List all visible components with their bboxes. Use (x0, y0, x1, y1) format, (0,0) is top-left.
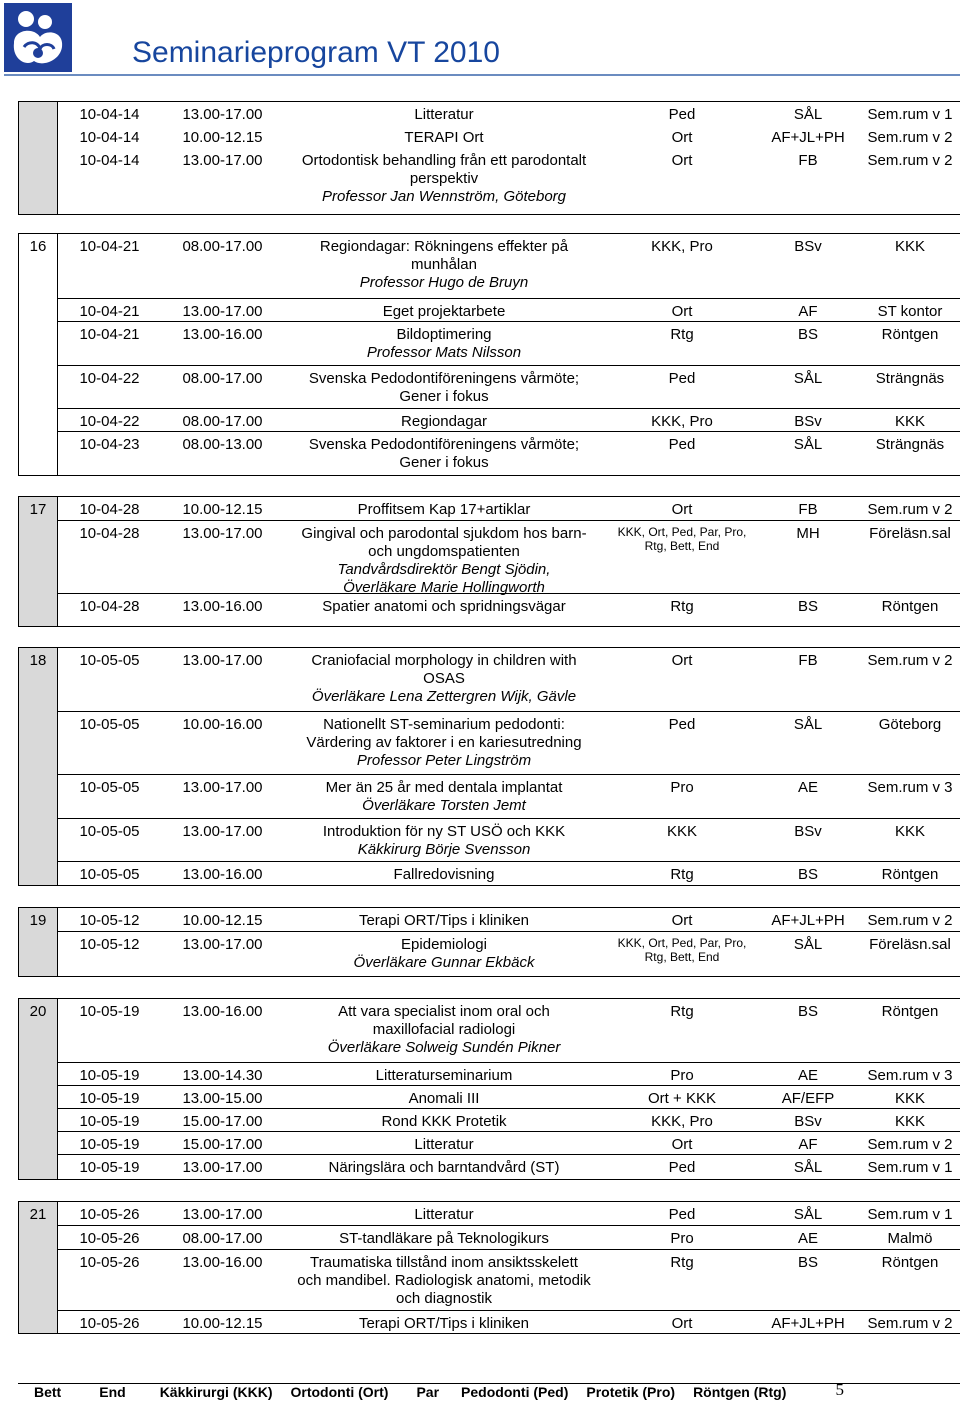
week-number: 20 (19, 999, 57, 1179)
title-line: perspektiv (409, 170, 479, 187)
session-responsible: AF (798, 1136, 818, 1153)
week-block (18, 647, 960, 886)
session-row (58, 861, 960, 883)
session-date: 10-04-21 (79, 326, 140, 343)
session-location: Sem.rum v 3 (867, 1067, 953, 1084)
session-time: 13.00-17.00 (182, 936, 263, 953)
session-row (58, 1085, 960, 1107)
session-time: 13.00-17.00 (182, 106, 263, 123)
session-location: Strängnäs (875, 436, 945, 453)
session-title (280, 1113, 608, 1131)
session-location: Sem.rum v 2 (867, 129, 953, 146)
session-location: Röntgen (881, 866, 939, 883)
page-number: 5 (835, 1380, 844, 1399)
session-date: 10-05-05 (79, 866, 140, 883)
session-location: Sem.rum v 2 (867, 1136, 953, 1153)
session-date: 10-05-05 (79, 716, 140, 733)
session-time: 15.00-17.00 (182, 1113, 263, 1130)
session-department: Ped (668, 370, 696, 387)
session-title (280, 501, 608, 519)
session-date: 10-05-05 (79, 779, 140, 796)
session-responsible: FB (798, 652, 818, 669)
title-line: OSAS (423, 670, 465, 687)
logo (4, 3, 72, 72)
session-title (280, 413, 608, 431)
session-date: 10-05-19 (79, 1090, 140, 1107)
title-line: Rond KKK Protetik (381, 1113, 507, 1130)
session-location: Sem.rum v 1 (867, 1159, 953, 1176)
title-line: Introduktion för ny ST USÖ och KKK (322, 823, 566, 840)
week-sessions (57, 497, 960, 626)
session-time: 10.00-12.15 (182, 501, 263, 518)
session-location: Strängnäs (875, 370, 945, 387)
week-sessions (57, 1202, 960, 1333)
title-line: Terapi ORT/Tips i kliniken (358, 1315, 530, 1332)
title-line: Litteratur (414, 106, 474, 123)
session-date: 10-04-14 (79, 129, 140, 146)
session-title (280, 129, 608, 147)
week-block (18, 998, 960, 1180)
title-line: Litteratur (414, 1206, 474, 1223)
session-row (58, 321, 960, 361)
session-responsible: AF+JL+PH (771, 912, 845, 929)
title-line: Terapi ORT/Tips i kliniken (358, 912, 530, 929)
session-row (58, 1225, 960, 1247)
session-department: Pro (670, 1230, 694, 1247)
session-row (58, 711, 960, 769)
session-title (280, 1230, 608, 1248)
session-time: 13.00-17.00 (182, 1206, 263, 1223)
session-row (58, 408, 960, 430)
title-line: Näringslära och barntandvård (ST) (328, 1159, 560, 1176)
session-row (58, 1062, 960, 1084)
week-sessions (57, 999, 960, 1179)
session-location: Göteborg (878, 716, 942, 733)
session-date: 10-05-26 (79, 1315, 140, 1332)
session-date: 10-04-21 (79, 303, 140, 320)
week-sessions (57, 234, 960, 475)
session-title (280, 1136, 608, 1154)
session-title (280, 238, 608, 292)
title-line: Anomali III (408, 1090, 480, 1107)
session-location: Sem.rum v 1 (867, 1206, 953, 1223)
session-responsible: FB (798, 501, 818, 518)
session-title (280, 303, 608, 321)
title-line: Craniofacial morphology in children with (311, 652, 577, 669)
session-date: 10-04-28 (79, 598, 140, 615)
title-line: och diagnostik (396, 1290, 492, 1307)
title-line: ST-tandläkare på Teknologikurs (339, 1230, 549, 1247)
session-time: 10.00-12.15 (182, 129, 263, 146)
session-time: 13.00-17.00 (182, 1159, 263, 1176)
title-line: Nationellt ST-seminarium pedodonti: (323, 716, 565, 733)
session-department: Ort (671, 129, 693, 146)
session-title (280, 936, 608, 972)
session-responsible: SÅL (793, 716, 823, 733)
session-date: 10-05-05 (79, 823, 140, 840)
week-sessions (57, 102, 960, 214)
title-line: Proffitsem Kap 17+artiklar (357, 501, 531, 518)
session-time: 13.00-17.00 (182, 823, 263, 840)
session-title (280, 1003, 608, 1057)
session-row (58, 1108, 960, 1130)
speaker: Överläkare Gunnar Ekbäck (353, 954, 535, 971)
session-department: Ort (671, 303, 693, 320)
session-responsible: BSv (794, 1113, 822, 1130)
legend-item: End (99, 1384, 126, 1400)
title-line: Bildoptimering (396, 326, 492, 343)
title-line: Gener i fokus (399, 388, 489, 405)
title-line: Eget projektarbete (382, 303, 506, 320)
session-date: 10-04-22 (79, 370, 140, 387)
session-location: Röntgen (881, 1003, 939, 1020)
session-department: Ped (668, 1206, 696, 1223)
session-responsible: SÅL (793, 936, 823, 953)
speaker: Professor Mats Nilsson (366, 344, 522, 361)
week-block (18, 233, 960, 476)
session-title (280, 866, 608, 884)
session-department: Ped (668, 716, 696, 733)
session-responsible: SÅL (793, 1159, 823, 1176)
session-location: KKK (894, 238, 925, 255)
session-date: 10-05-26 (79, 1206, 140, 1223)
page-title: Seminarieprogram VT 2010 (132, 36, 500, 69)
speaker: Professor Jan Wennström, Göteborg (322, 188, 566, 205)
session-location: Sem.rum v 2 (867, 1315, 953, 1332)
title-line: Regiondagar (401, 413, 487, 430)
session-time: 13.00-16.00 (182, 326, 263, 343)
session-title (280, 106, 608, 124)
session-time: 10.00-12.15 (182, 912, 263, 929)
title-line: Spatier anatomi och spridningsvägar (322, 598, 566, 615)
speaker: Överläkare Lena Zettergren Wijk, Gävle (311, 688, 577, 705)
session-title (280, 779, 608, 815)
session-location: Malmö (887, 1230, 933, 1247)
speaker: Tandvårdsdirektör Bengt Sjödin, (337, 561, 551, 578)
session-department: KKK, Pro (651, 1113, 713, 1130)
session-row (58, 774, 960, 814)
session-date: 10-04-28 (79, 501, 140, 518)
session-date: 10-05-19 (79, 1159, 140, 1176)
week-block (18, 1201, 960, 1334)
speaker: Överläkare Solweig Sundén Pikner (327, 1039, 561, 1056)
session-location: Föreläsn.sal (869, 525, 951, 542)
session-row (58, 520, 960, 596)
session-title (280, 1254, 608, 1308)
session-date: 10-05-19 (79, 1067, 140, 1084)
session-responsible: BS (797, 326, 818, 343)
session-time: 13.00-16.00 (182, 1003, 263, 1020)
session-responsible: SÅL (793, 1206, 823, 1223)
session-department: Ort + KKK (648, 1090, 716, 1107)
session-location: KKK (894, 1090, 925, 1107)
session-row (58, 818, 960, 858)
session-date: 10-05-26 (79, 1254, 140, 1271)
session-department: KKK, Pro (651, 413, 713, 430)
session-date: 10-05-26 (79, 1230, 140, 1247)
session-location: Sem.rum v 3 (867, 779, 953, 796)
session-time: 13.00-17.00 (182, 525, 263, 542)
session-date: 10-05-05 (79, 652, 140, 669)
title-line: Regiondagar: Rökningens effekter på (319, 238, 569, 255)
session-location: Röntgen (881, 326, 939, 343)
session-responsible: FB (798, 152, 818, 169)
session-department: KKK, Pro (651, 238, 713, 255)
session-title (280, 716, 608, 770)
session-row (58, 1131, 960, 1153)
session-date: 10-04-23 (79, 436, 140, 453)
session-department: Rtg (670, 866, 694, 883)
session-time: 13.00-17.00 (182, 303, 263, 320)
title-line: Litteratur (414, 1136, 474, 1153)
session-title (280, 823, 608, 859)
session-department: Ped (668, 1159, 696, 1176)
session-row (58, 593, 960, 615)
session-department: KKK (666, 823, 697, 840)
session-department: Ort (671, 1315, 693, 1332)
session-date: 10-05-19 (79, 1113, 140, 1130)
legend-item: Par (416, 1384, 440, 1400)
session-location: Sem.rum v 2 (867, 912, 953, 929)
session-responsible: BSv (794, 238, 822, 255)
title-line: Svenska Pedodontiföreningens vårmöte; (308, 436, 580, 453)
title-line: munhålan (411, 256, 477, 273)
session-date: 10-04-22 (79, 413, 140, 430)
title-line: och mandibel. Radiologisk anatomi, metodik (297, 1272, 591, 1289)
session-department: Ort (671, 912, 693, 929)
session-time: 08.00-17.00 (182, 1230, 263, 1247)
title-line: Fallredovisning (393, 866, 495, 883)
session-responsible: AF (798, 303, 818, 320)
header-rule (4, 74, 960, 76)
session-time: 15.00-17.00 (182, 1136, 263, 1153)
legend-item: Pedodonti (Ped) (461, 1384, 569, 1400)
title-line: Att vara specialist inom oral och (338, 1003, 550, 1020)
session-time: 08.00-17.00 (182, 413, 263, 430)
title-line: Traumatiska tillstånd inom ansiktsskelett (310, 1254, 578, 1271)
legend-item: Ortodonti (Ort) (290, 1384, 389, 1400)
session-department: Rtg (670, 1254, 694, 1271)
session-responsible: BS (797, 1254, 818, 1271)
session-department: Rtg (670, 326, 694, 343)
title-line: Epidemiologi (401, 936, 487, 953)
session-row (58, 298, 960, 320)
week-number: 19 (19, 908, 57, 976)
session-date: 10-04-14 (79, 152, 140, 169)
session-responsible: AF/EFP (781, 1090, 835, 1107)
legend-item: Käkkirurgi (KKK) (159, 1384, 273, 1400)
session-title (280, 436, 608, 472)
session-responsible: SÅL (793, 370, 823, 387)
session-location: Föreläsn.sal (869, 936, 951, 953)
week-number: 18 (19, 648, 57, 885)
session-time: 10.00-16.00 (182, 716, 263, 733)
session-time: 13.00-17.00 (182, 779, 263, 796)
session-location: Sem.rum v 2 (867, 501, 953, 518)
session-title (280, 1206, 608, 1224)
session-department: Rtg (670, 1003, 694, 1020)
session-location: Sem.rum v 2 (867, 652, 953, 669)
legend-item: Bett (34, 1384, 62, 1400)
session-location: Röntgen (881, 598, 939, 615)
legend-item: Protetik (Pro) (586, 1384, 676, 1400)
session-department: Ort (671, 1136, 693, 1153)
session-time: 13.00-16.00 (182, 866, 263, 883)
session-time: 08.00-13.00 (182, 436, 263, 453)
session-title (280, 652, 608, 706)
session-department: Ped (668, 436, 696, 453)
session-department: Ort (671, 152, 693, 169)
session-responsible: AE (797, 1230, 818, 1247)
session-responsible: BS (797, 1003, 818, 1020)
week-number (19, 102, 57, 214)
week-number: 21 (19, 1202, 57, 1333)
title-line: Mer än 25 år med dentala implantat (325, 779, 563, 796)
session-location: Röntgen (881, 1254, 939, 1271)
session-time: 08.00-17.00 (182, 238, 263, 255)
session-title (280, 525, 608, 597)
session-responsible: AF+JL+PH (771, 129, 845, 146)
session-responsible: MH (796, 525, 820, 542)
title-line: och ungdomspatienten (368, 543, 520, 560)
title-line: Ortodontisk behandling från ett parodontalt (301, 152, 587, 169)
speaker: Överläkare Torsten Jemt (362, 797, 526, 814)
speaker: Överläkare Marie Hollingworth (343, 579, 545, 596)
session-time: 08.00-17.00 (182, 370, 263, 387)
session-time: 13.00-16.00 (182, 1254, 263, 1271)
session-date: 10-05-19 (79, 1003, 140, 1020)
session-time: 13.00-17.00 (182, 152, 263, 169)
title-line: TERAPI Ort (404, 129, 484, 146)
speaker: Professor Peter Lingström (356, 752, 532, 769)
session-responsible: BSv (794, 823, 822, 840)
session-department: KKK, Ort, Ped, Par, Pro, Rtg, Bett, End (617, 525, 747, 553)
title-line: Värdering av faktorer i en kariesutredning (306, 734, 582, 751)
session-responsible: AF+JL+PH (771, 1315, 845, 1332)
session-date: 10-04-14 (79, 106, 140, 123)
session-date: 10-05-12 (79, 912, 140, 929)
session-responsible: SÅL (793, 106, 823, 123)
session-department: KKK, Ort, Ped, Par, Pro, Rtg, Bett, End (617, 936, 747, 964)
title-line: Litteraturseminarium (375, 1067, 513, 1084)
session-row (58, 431, 960, 471)
session-department: Ort (671, 501, 693, 518)
session-responsible: BS (797, 866, 818, 883)
legend (18, 1383, 960, 1401)
session-location: KKK (894, 823, 925, 840)
session-responsible: BSv (794, 413, 822, 430)
week-block (18, 101, 960, 215)
legend-item: Röntgen (Rtg) (693, 1384, 787, 1400)
week-sessions (57, 908, 960, 976)
week-block (18, 907, 960, 977)
title-line: Svenska Pedodontiföreningens vårmöte; (308, 370, 580, 387)
session-title (280, 326, 608, 362)
session-time: 13.00-17.00 (182, 652, 263, 669)
session-title (280, 1159, 608, 1177)
session-title (280, 912, 608, 930)
session-responsible: BS (797, 598, 818, 615)
session-row (58, 1310, 960, 1332)
logo-emblem-icon (4, 3, 72, 72)
session-location: Sem.rum v 2 (867, 152, 953, 169)
session-department: Pro (670, 1067, 694, 1084)
session-time: 13.00-16.00 (182, 598, 263, 615)
title-line: Gingival och parodontal sjukdom hos barn- (301, 525, 587, 542)
week-block (18, 496, 960, 627)
session-date: 10-04-21 (79, 238, 140, 255)
session-title (280, 1315, 608, 1333)
week-number: 17 (19, 497, 57, 626)
session-time: 13.00-15.00 (182, 1090, 263, 1107)
session-location: KKK (894, 413, 925, 430)
session-location: KKK (894, 1113, 925, 1130)
title-line: maxillofacial radiologi (372, 1021, 516, 1038)
session-time: 10.00-12.15 (182, 1315, 263, 1332)
session-title (280, 1090, 608, 1108)
session-department: Ped (668, 106, 696, 123)
session-department: Rtg (670, 598, 694, 615)
week-sessions (57, 648, 960, 885)
session-date: 10-05-19 (79, 1136, 140, 1153)
title-line: Gener i fokus (399, 454, 489, 471)
session-responsible: AE (797, 1067, 818, 1084)
speaker: Professor Hugo de Bruyn (359, 274, 529, 291)
week-number: 16 (29, 238, 47, 255)
session-department: Ort (671, 652, 693, 669)
session-row (58, 1154, 960, 1176)
session-row (58, 931, 960, 971)
session-title (280, 152, 608, 206)
session-row (58, 365, 960, 405)
session-date: 10-05-12 (79, 936, 140, 953)
session-time: 13.00-14.30 (182, 1067, 263, 1084)
session-responsible: AE (797, 779, 818, 796)
session-department: Pro (670, 779, 694, 796)
session-location: Sem.rum v 1 (867, 106, 953, 123)
speaker: Käkkirurg Börje Svensson (357, 841, 531, 858)
session-responsible: SÅL (793, 436, 823, 453)
session-row (58, 1249, 960, 1307)
session-title (280, 370, 608, 406)
session-date: 10-04-28 (79, 525, 140, 542)
session-location: ST kontor (877, 303, 943, 320)
session-title (280, 598, 608, 616)
session-title (280, 1067, 608, 1085)
